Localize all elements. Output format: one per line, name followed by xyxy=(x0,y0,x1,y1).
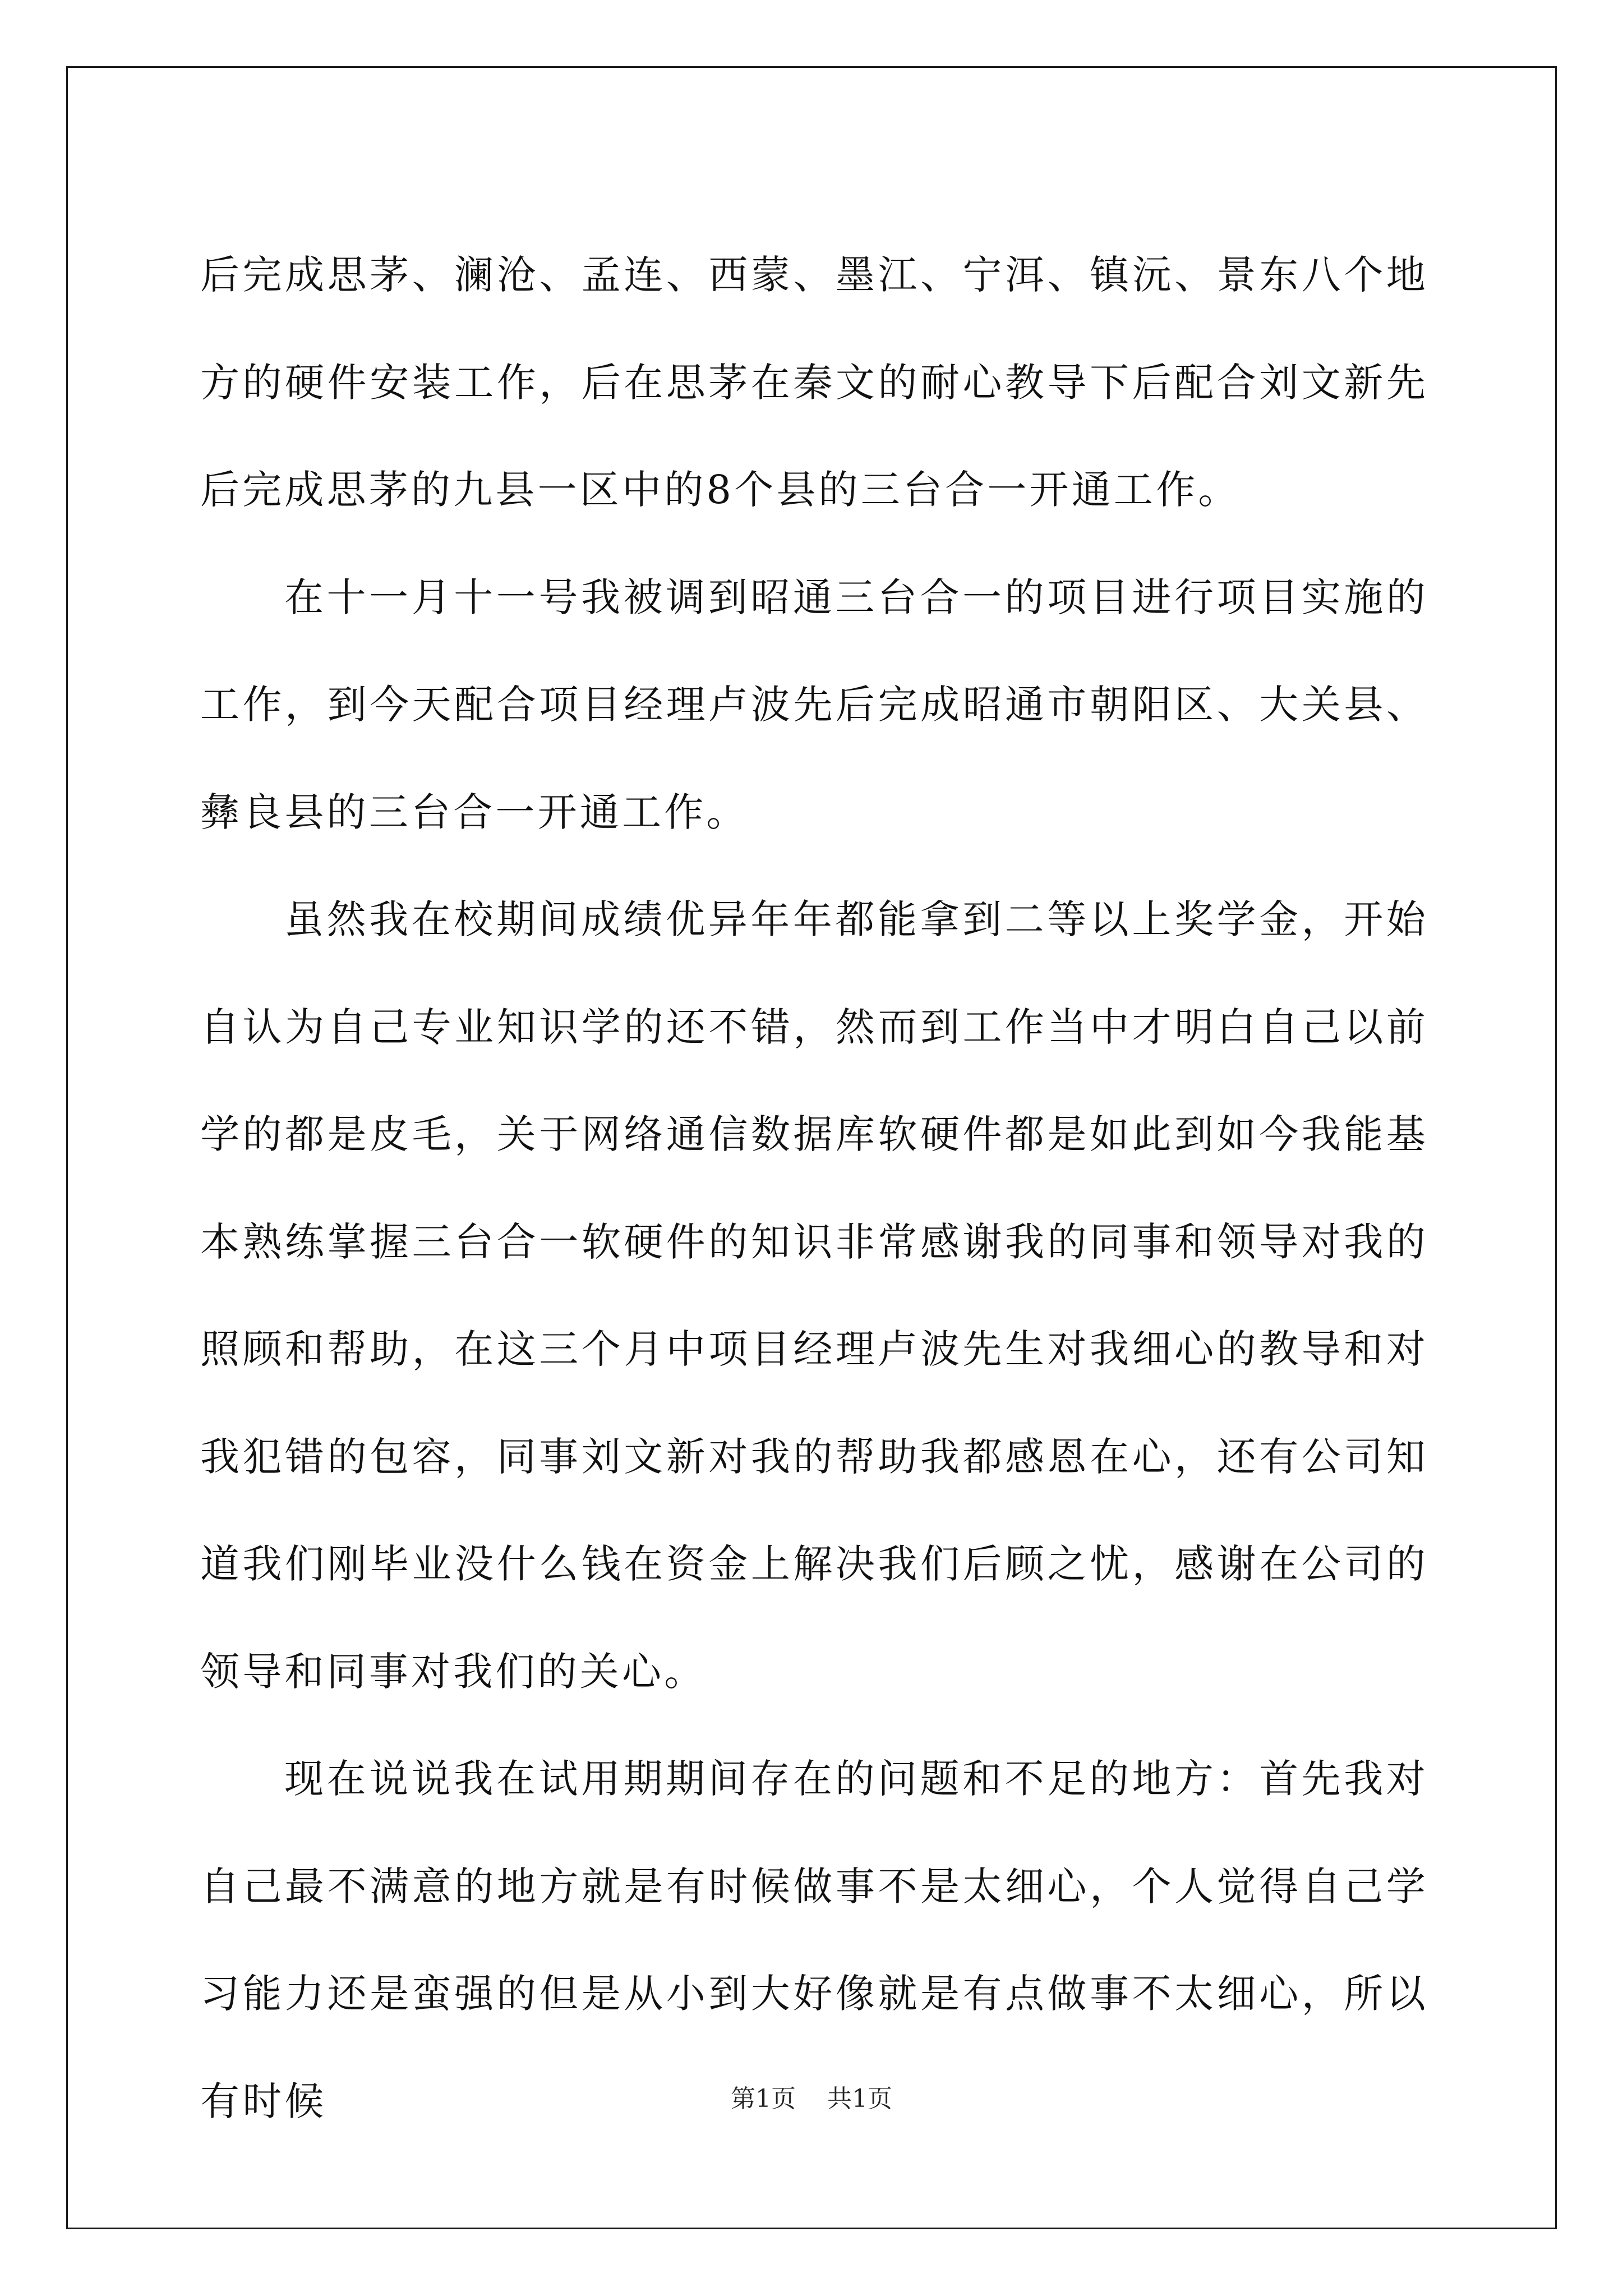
paragraph-2: 在十一月十一号我被调到昭通三台合一的项目进行项目实施的工作，到今天配合项目经理卢波先后完成昭通市朝阳区、大关县、彝良县的三台合一开通工作。 xyxy=(200,574,1428,835)
paragraph-4: 现在说说我在试用期期间存在的问题和不足的地方：首先我对自己最不满意的地方就是有时候做事不是太细心，个人觉得自己学习能力还是蛮强的但是从小到大好像就是有点做事不太细心，所以有时候 xyxy=(200,1756,1428,2124)
paragraph-3: 虽然我在校期间成绩优异年年都能拿到二等以上奖学金，开始自认为自己专业知识学的还不错，然而到工作当中才明白自己以前学的都是皮毛，关于网络通信数据库软硬件都是如此到如今我能基本熟练掌握三台合一软硬件的知识非常感谢我的同事和领导对我的照顾和帮助，在这三个月中项目经理卢波先生对我细心的教导和对我犯错的包容，同事刘文新对我的帮助我都感恩在心，还有公司知道我们刚毕业没什么钱在资金上解决我们后顾之忧，感谢在公司的领导和同事对我们的关心。 xyxy=(200,896,1428,1695)
paragraph-1: 后完成思茅、澜沧、孟连、西蒙、墨江、宁洱、镇沅、景东八个地方的硬件安装工作，后在思茅在秦文的耐心教导下后配合刘文新先后完成思茅的九县一区中的8个县的三台合一开通工作。 xyxy=(200,252,1428,513)
page-footer: 第1页 共1页 xyxy=(731,2085,892,2113)
